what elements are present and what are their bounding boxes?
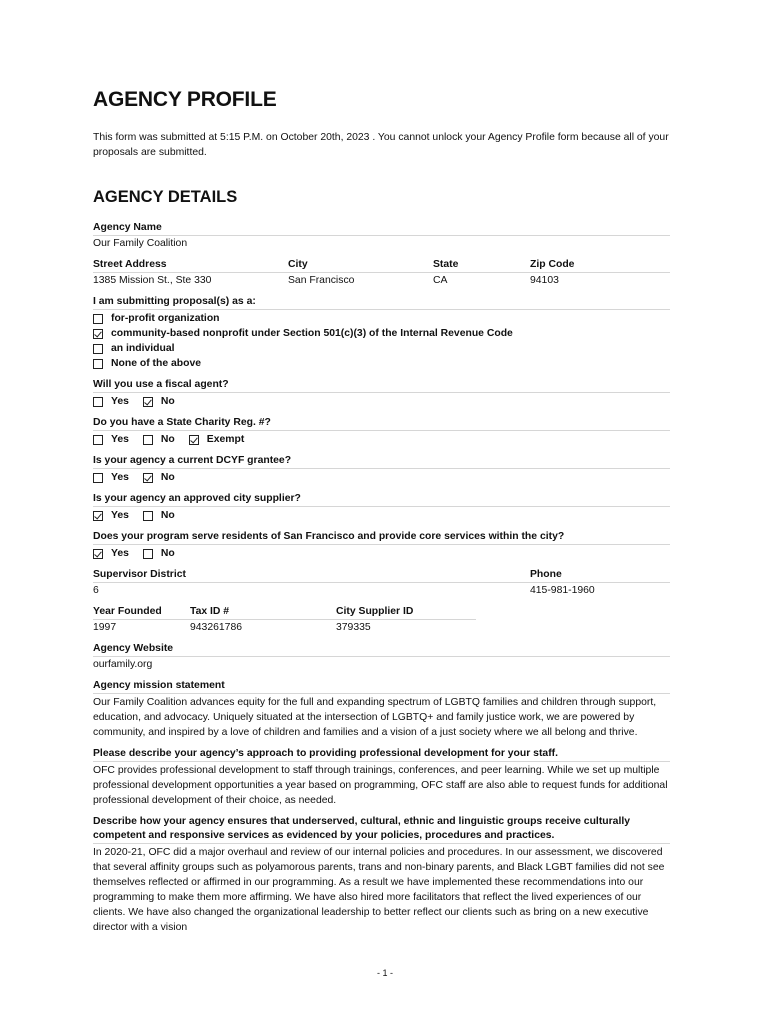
year-founded-field bbox=[93, 605, 190, 635]
option-yes[interactable] bbox=[93, 432, 129, 447]
proposal-type-field bbox=[93, 295, 670, 371]
proposal-option[interactable] bbox=[93, 356, 670, 371]
option-label: community-based nonprofit under Section 501(c)(3) of the Internal Revenue Code bbox=[111, 328, 513, 339]
checkbox-icon[interactable] bbox=[143, 473, 153, 483]
option-label: for-profit organization bbox=[111, 313, 220, 324]
option-no[interactable] bbox=[143, 470, 175, 485]
equity-value: In 2020-21, OFC did a major overhaul and review of our internal policies and procedures. In our assessment, we discovered that several affinity groups such as polyamorous parents, trans and non-binary parents, and Black LGBT families did not see themselves reflected or affirmed in our programming. As a result we have implemented these recommendations into our programming to make them more affirming. We have also hired more facilitators that reflect the lived experiences of our clients. We have also changed the organizational leadership to better reflect our clients such as bring on a new executive director with a vision bbox=[93, 843, 670, 935]
checkbox-icon[interactable] bbox=[189, 435, 199, 445]
checkbox-icon[interactable] bbox=[93, 329, 103, 339]
supervisor-district-value: 6 bbox=[93, 582, 530, 598]
dcyf-field bbox=[93, 454, 670, 485]
option-yes[interactable] bbox=[93, 508, 129, 523]
address-row bbox=[93, 258, 670, 288]
proposal-option[interactable] bbox=[93, 341, 670, 356]
city-supplier-options bbox=[93, 506, 670, 523]
option-label: No bbox=[160, 472, 175, 483]
city-supplier-id-label: City Supplier ID bbox=[336, 606, 414, 617]
option-label: Yes bbox=[111, 396, 129, 407]
prof-dev-label: Please describe your agency’s approach to providing professional development for your staff. bbox=[93, 748, 559, 759]
option-label: Yes bbox=[111, 548, 129, 559]
year-founded-label: Year Founded bbox=[93, 606, 162, 617]
state-field bbox=[433, 258, 530, 288]
city-label: City bbox=[288, 259, 308, 270]
fiscal-agent-field bbox=[93, 378, 670, 409]
checkbox-icon[interactable] bbox=[93, 314, 103, 324]
dcyf-options bbox=[93, 468, 670, 485]
option-no[interactable] bbox=[143, 432, 175, 447]
option-yes[interactable] bbox=[93, 546, 129, 561]
option-no[interactable] bbox=[143, 546, 175, 561]
proposal-option[interactable] bbox=[93, 311, 670, 326]
checkbox-icon[interactable] bbox=[93, 435, 103, 445]
supervisor-district-field bbox=[93, 568, 530, 598]
zip-field bbox=[530, 258, 670, 288]
website-value: ourfamily.org bbox=[93, 656, 670, 672]
checkbox-icon[interactable] bbox=[143, 397, 153, 407]
website-label: Agency Website bbox=[93, 643, 174, 654]
checkbox-icon[interactable] bbox=[93, 344, 103, 354]
option-label: No bbox=[160, 434, 175, 445]
option-label: an individual bbox=[111, 343, 175, 354]
prof-dev-field bbox=[93, 747, 670, 808]
district-phone-row bbox=[93, 568, 670, 598]
checkbox-icon[interactable] bbox=[143, 435, 153, 445]
agency-name-value: Our Family Coalition bbox=[93, 235, 670, 251]
prof-dev-value: OFC provides professional development to staff through trainings, conferences, and peer learning. While we set up multiple professional development opportunities a year based on programming, OFC staff are also able to request funds for additional professional development of their choice, as needed. bbox=[93, 761, 670, 808]
proposal-type-label: I am submitting proposal(s) as a: bbox=[93, 296, 256, 307]
street-field bbox=[93, 258, 288, 288]
section-title: AGENCY DETAILS bbox=[93, 188, 238, 206]
checkbox-icon[interactable] bbox=[93, 549, 103, 559]
page-title: AGENCY PROFILE bbox=[93, 88, 277, 111]
checkbox-icon[interactable] bbox=[143, 511, 153, 521]
sf-residents-label: Does your program serve residents of San Francisco and provide core services within the city? bbox=[93, 531, 565, 542]
option-label: No bbox=[160, 510, 175, 521]
city-supplier-question-label: Is your agency an approved city supplier? bbox=[93, 493, 301, 504]
tax-id-label: Tax ID # bbox=[190, 606, 230, 617]
phone-label: Phone bbox=[530, 569, 562, 580]
option-no[interactable] bbox=[143, 394, 175, 409]
mission-label: Agency mission statement bbox=[93, 680, 225, 691]
mission-value: Our Family Coalition advances equity for the full and expanding spectrum of LGBTQ families and children through support, education, and advocacy. Uniquely situated at the intersection of LGBTQ+ and family justice work, we are powered by community, and inspired by a love of children and families and a vision of a just society where we all belong and thrive. bbox=[93, 693, 670, 740]
state-value: CA bbox=[433, 272, 530, 288]
checkbox-icon[interactable] bbox=[93, 511, 103, 521]
charity-reg-label: Do you have a State Charity Reg. #? bbox=[93, 417, 271, 428]
charity-reg-options bbox=[93, 430, 670, 447]
agency-name-field bbox=[93, 221, 670, 251]
checkbox-icon[interactable] bbox=[93, 473, 103, 483]
dcyf-label: Is your agency a current DCYF grantee? bbox=[93, 455, 292, 466]
sf-residents-options bbox=[93, 544, 670, 561]
tax-id-field bbox=[190, 605, 336, 635]
option-yes[interactable] bbox=[93, 394, 129, 409]
zip-value: 94103 bbox=[530, 272, 670, 288]
form-page bbox=[93, 88, 670, 942]
city-supplier-id-value: 379335 bbox=[336, 619, 476, 635]
option-no[interactable] bbox=[143, 508, 175, 523]
phone-value: 415-981-1960 bbox=[530, 582, 670, 598]
phone-field bbox=[530, 568, 670, 598]
city-field bbox=[288, 258, 433, 288]
agency-name-label: Agency Name bbox=[93, 222, 162, 233]
submission-notice: This form was submitted at 5:15 P.M. on October 20th, 2023 . You cannot unlock your Agency Profile form because all of your proposals are submitted. bbox=[93, 132, 669, 158]
sf-residents-field bbox=[93, 530, 670, 561]
city-supplier-id-field bbox=[336, 605, 476, 635]
year-founded-value: 1997 bbox=[93, 619, 190, 635]
city-supplier-question-field bbox=[93, 492, 670, 523]
option-yes[interactable] bbox=[93, 470, 129, 485]
option-label: No bbox=[160, 548, 175, 559]
fiscal-agent-options bbox=[93, 392, 670, 409]
option-label: Yes bbox=[111, 510, 129, 521]
street-value: 1385 Mission St., Ste 330 bbox=[93, 272, 288, 288]
state-label: State bbox=[433, 259, 459, 270]
proposal-option[interactable] bbox=[93, 326, 670, 341]
option-label: No bbox=[160, 396, 175, 407]
equity-label: Describe how your agency ensures that underserved, cultural, ethnic and linguistic groups receive culturally competent and responsive services as evidenced by your policies, procedures and practices. bbox=[93, 816, 631, 841]
mission-field bbox=[93, 679, 670, 740]
charity-reg-field bbox=[93, 416, 670, 447]
option-label: Yes bbox=[111, 472, 129, 483]
year-tax-row bbox=[93, 605, 670, 635]
proposal-type-options bbox=[93, 309, 670, 371]
page-number: - 1 - bbox=[376, 968, 393, 978]
option-label: Yes bbox=[111, 434, 129, 445]
option-label: None of the above bbox=[111, 358, 202, 369]
checkbox-icon[interactable] bbox=[143, 549, 153, 559]
zip-label: Zip Code bbox=[530, 259, 575, 270]
equity-field bbox=[93, 815, 670, 935]
option-label: Exempt bbox=[206, 434, 245, 445]
fiscal-agent-label: Will you use a fiscal agent? bbox=[93, 379, 229, 390]
tax-id-value: 943261786 bbox=[190, 619, 336, 635]
supervisor-district-label: Supervisor District bbox=[93, 569, 186, 580]
website-field bbox=[93, 642, 670, 672]
street-label: Street Address bbox=[93, 259, 167, 270]
city-value: San Francisco bbox=[288, 272, 433, 288]
checkbox-icon[interactable] bbox=[93, 359, 103, 369]
option-exempt[interactable] bbox=[189, 432, 245, 447]
checkbox-icon[interactable] bbox=[93, 397, 103, 407]
